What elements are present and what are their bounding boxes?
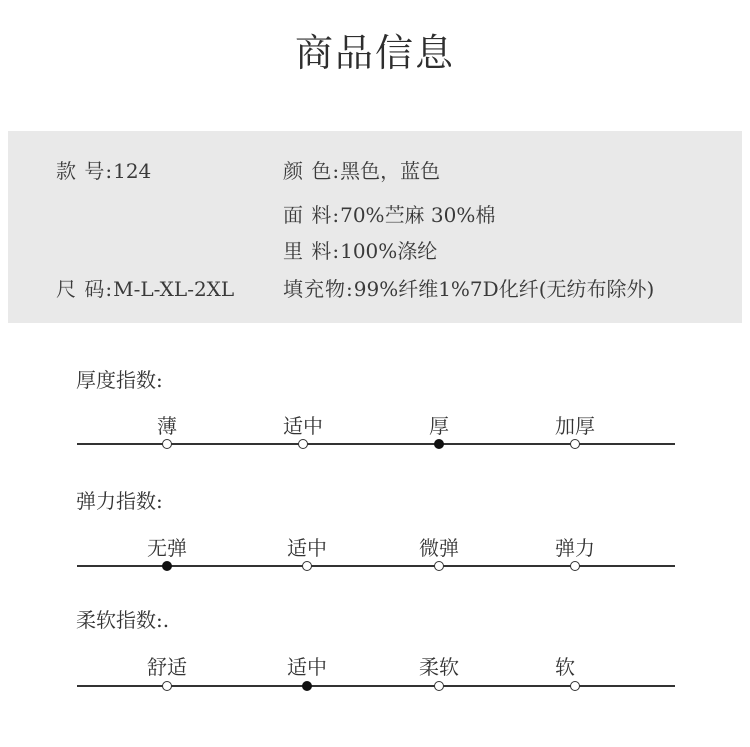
style-number-label: 款 号: xyxy=(56,159,114,183)
filling-field xyxy=(283,277,654,301)
color-value: 黑色，蓝色 xyxy=(340,159,441,183)
style-number-field xyxy=(56,159,151,183)
page-title: 商品信息 xyxy=(294,31,455,75)
color-label: 颜 色: xyxy=(283,159,341,183)
elasticity-option-dot xyxy=(162,561,172,571)
thickness-option-dot xyxy=(162,439,172,449)
fabric-label: 面 料: xyxy=(283,203,341,227)
fabric-field xyxy=(283,203,495,227)
elasticity-option-dot xyxy=(434,561,444,571)
style-number-value: 124 xyxy=(113,159,152,183)
filling-label: 填充物: xyxy=(283,277,354,301)
lining-value: 100%涤纶 xyxy=(340,239,438,263)
filling-value: 99%纤维1%7D化纤(无纺布除外) xyxy=(353,277,655,301)
thickness-option-label: 薄 xyxy=(157,414,177,438)
fabric-value: 70%苎麻 30%棉 xyxy=(340,203,496,227)
elasticity-option-label: 微弹 xyxy=(419,536,459,560)
softness-option-dot xyxy=(570,681,580,691)
softness-option-label: 柔软 xyxy=(419,655,459,679)
lining-label: 里 料: xyxy=(283,239,341,263)
elasticity-option-label: 无弹 xyxy=(147,536,187,560)
thickness-option-dot xyxy=(434,439,444,449)
size-value: M-L-XL-2XL xyxy=(113,277,235,301)
softness-option-label: 适中 xyxy=(287,655,327,679)
size-field xyxy=(56,277,234,301)
thickness-option-dot xyxy=(570,439,580,449)
softness-option-dot xyxy=(162,681,172,691)
softness-option-label: 软 xyxy=(555,655,575,679)
elasticity-index-title: 弹力指数: xyxy=(76,489,163,513)
softness-option-label: 舒适 xyxy=(147,655,187,679)
thickness-option-label: 厚 xyxy=(429,414,449,438)
softness-option-dot xyxy=(434,681,444,691)
elasticity-option-label: 适中 xyxy=(287,536,327,560)
product-info-panel xyxy=(8,131,742,323)
softness-index-title: 柔软指数:. xyxy=(76,608,170,632)
elasticity-option-dot xyxy=(570,561,580,571)
lining-field xyxy=(283,239,437,263)
thickness-option-label: 适中 xyxy=(283,414,323,438)
size-label: 尺 码: xyxy=(56,277,114,301)
elasticity-option-label: 弹力 xyxy=(555,536,595,560)
thickness-index-title: 厚度指数: xyxy=(76,368,163,392)
color-field xyxy=(283,159,440,183)
elasticity-option-dot xyxy=(302,561,312,571)
softness-option-dot xyxy=(302,681,312,691)
thickness-option-label: 加厚 xyxy=(555,414,595,438)
thickness-option-dot xyxy=(298,439,308,449)
